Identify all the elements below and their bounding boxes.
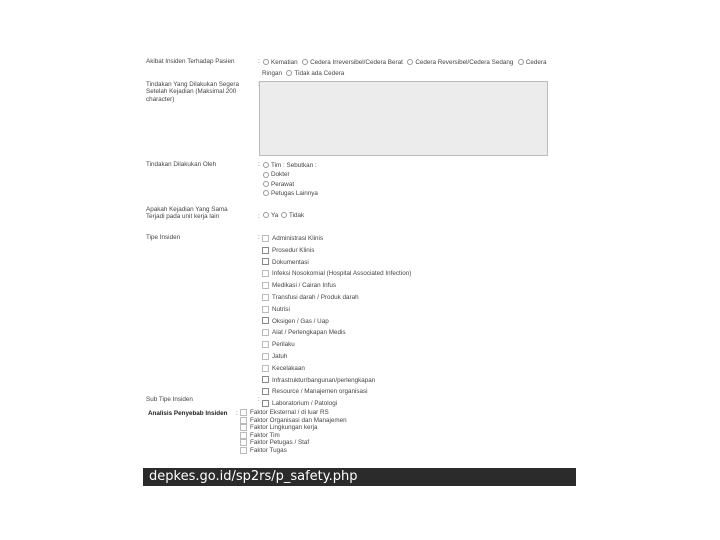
- akibat-label: Akibat Insiden Terhadap Pasien: [146, 58, 235, 65]
- checkbox-icon[interactable]: [262, 282, 269, 289]
- sub-tipe-label: Sub Tipe Insiden: [146, 396, 193, 403]
- checkbox-icon[interactable]: [262, 294, 269, 301]
- tipe-option[interactable]: Administrasi Klinis: [262, 233, 566, 245]
- analisis-option[interactable]: Faktor Eksternal / di luar RS: [240, 409, 566, 417]
- tipe-option[interactable]: Infrastruktur/bangunan/perlengkapan: [262, 375, 566, 387]
- analisis-option[interactable]: Faktor Organisasi dan Manajemen: [240, 417, 566, 425]
- radio-icon[interactable]: [281, 212, 287, 218]
- akibat-option-tidak[interactable]: Tidak ada Cedera: [285, 70, 344, 77]
- akibat-options: [262, 58, 566, 79]
- tipe-insiden-options: [262, 233, 566, 410]
- tipe-insiden-label: Tipe Insiden: [146, 234, 181, 241]
- checkbox-icon[interactable]: [240, 432, 247, 439]
- checkbox-icon[interactable]: [240, 447, 247, 454]
- tipe-option[interactable]: Prosedur Klinis: [262, 245, 566, 257]
- source-url-caption: depkes.go.id/sp2rs/p_safety.php: [143, 468, 576, 486]
- dilakukan-option-perawat[interactable]: Perawat: [262, 180, 566, 189]
- checkbox-icon[interactable]: [262, 329, 269, 336]
- dilakukan-oleh-options: [262, 161, 566, 198]
- analisis-option[interactable]: Faktor Petugas / Staf: [240, 439, 566, 447]
- radio-icon[interactable]: [518, 59, 524, 65]
- checkbox-icon[interactable]: [262, 353, 269, 360]
- analisis-option[interactable]: Faktor Tim: [240, 432, 566, 440]
- radio-icon[interactable]: [263, 190, 269, 196]
- radio-icon[interactable]: [302, 59, 308, 65]
- checkbox-icon[interactable]: [240, 417, 247, 424]
- tipe-option[interactable]: Transfusi darah / Produk darah: [262, 292, 566, 304]
- checkbox-icon[interactable]: [262, 270, 269, 277]
- checkbox-icon[interactable]: [240, 439, 247, 446]
- checkbox-icon[interactable]: [262, 317, 269, 324]
- kejadian-option-ya[interactable]: Ya: [262, 212, 278, 219]
- tindakan-label: Tindakan Yang Dilakukan Segera Setelah Kejadian (Maksimal 200 character): [146, 81, 239, 103]
- checkbox-icon[interactable]: [240, 424, 247, 431]
- tipe-option[interactable]: Nutrisi: [262, 304, 566, 316]
- tipe-option[interactable]: Perilaku: [262, 339, 566, 351]
- tipe-option[interactable]: Infeksi Nosokomial (Hospital Associated Infection): [262, 268, 566, 280]
- dilakukan-option-tim[interactable]: Tim : Sebutkan :: [262, 161, 566, 170]
- analisis-option[interactable]: Faktor Lingkungan kerja: [240, 424, 566, 432]
- kejadian-sama-options: [262, 211, 566, 220]
- kejadian-sama-label: Apakah Kejadian Yang Sama Terjadi pada unit kerja lain: [146, 206, 228, 221]
- dilakukan-oleh-colon: :: [258, 161, 260, 168]
- radio-icon[interactable]: [407, 59, 413, 65]
- radio-icon[interactable]: [263, 59, 269, 65]
- radio-icon[interactable]: [263, 172, 269, 178]
- kejadian-option-tidak[interactable]: Tidak: [280, 212, 304, 219]
- checkbox-icon[interactable]: [262, 306, 269, 313]
- tindakan-textarea[interactable]: [259, 81, 548, 156]
- tipe-insiden-colon: :: [258, 234, 260, 241]
- tipe-option[interactable]: Jatuh: [262, 351, 566, 363]
- analisis-colon: :: [236, 410, 238, 417]
- radio-icon[interactable]: [263, 162, 269, 168]
- dilakukan-option-lainnya[interactable]: Petugas Lainnya: [262, 189, 566, 198]
- tipe-option[interactable]: Medikasi / Cairan Infus: [262, 280, 566, 292]
- checkbox-icon[interactable]: [262, 247, 269, 254]
- checkbox-icon[interactable]: [240, 409, 247, 416]
- checkbox-icon[interactable]: [262, 235, 269, 242]
- analisis-options: [240, 409, 566, 455]
- checkbox-icon[interactable]: [262, 376, 269, 383]
- checkbox-icon[interactable]: [262, 365, 269, 372]
- akibat-option-ringan[interactable]: Cedera Ringan: [262, 59, 547, 77]
- radio-icon[interactable]: [286, 70, 292, 76]
- akibat-option-berat[interactable]: Cedera Irreversibel/Cedera Berat: [301, 59, 403, 66]
- dilakukan-oleh-label: Tindakan Dilakukan Oleh: [146, 161, 217, 168]
- sub-tipe-colon: :: [258, 396, 260, 403]
- akibat-option-kematian[interactable]: Kematian: [262, 59, 298, 66]
- dilakukan-option-dokter[interactable]: Dokter: [262, 170, 566, 179]
- analisis-label: Analisis Penyebab Insiden: [148, 410, 228, 417]
- kejadian-sama-colon: :: [258, 213, 260, 220]
- tipe-option[interactable]: Oksigen / Gas / Uap: [262, 316, 566, 328]
- akibat-colon: :: [258, 58, 260, 65]
- analisis-option[interactable]: Faktor Tugas: [240, 447, 566, 455]
- checkbox-icon[interactable]: [262, 400, 269, 407]
- form-screenshot: [143, 48, 576, 486]
- checkbox-icon[interactable]: [262, 388, 269, 395]
- checkbox-icon[interactable]: [262, 258, 269, 265]
- tipe-option[interactable]: Resource / Manajemen organisasi: [262, 386, 566, 398]
- akibat-option-sedang[interactable]: Cedera Reversibel/Cedera Sedang: [406, 59, 513, 66]
- tipe-option[interactable]: Kecelakaan: [262, 363, 566, 375]
- radio-icon[interactable]: [263, 181, 269, 187]
- tipe-option[interactable]: Dokumentasi: [262, 257, 566, 269]
- radio-icon[interactable]: [263, 212, 269, 218]
- tipe-option[interactable]: Laboratorium / Patologi: [262, 398, 566, 410]
- tipe-option[interactable]: Alat / Perlengkapan Medis: [262, 327, 566, 339]
- checkbox-icon[interactable]: [262, 341, 269, 348]
